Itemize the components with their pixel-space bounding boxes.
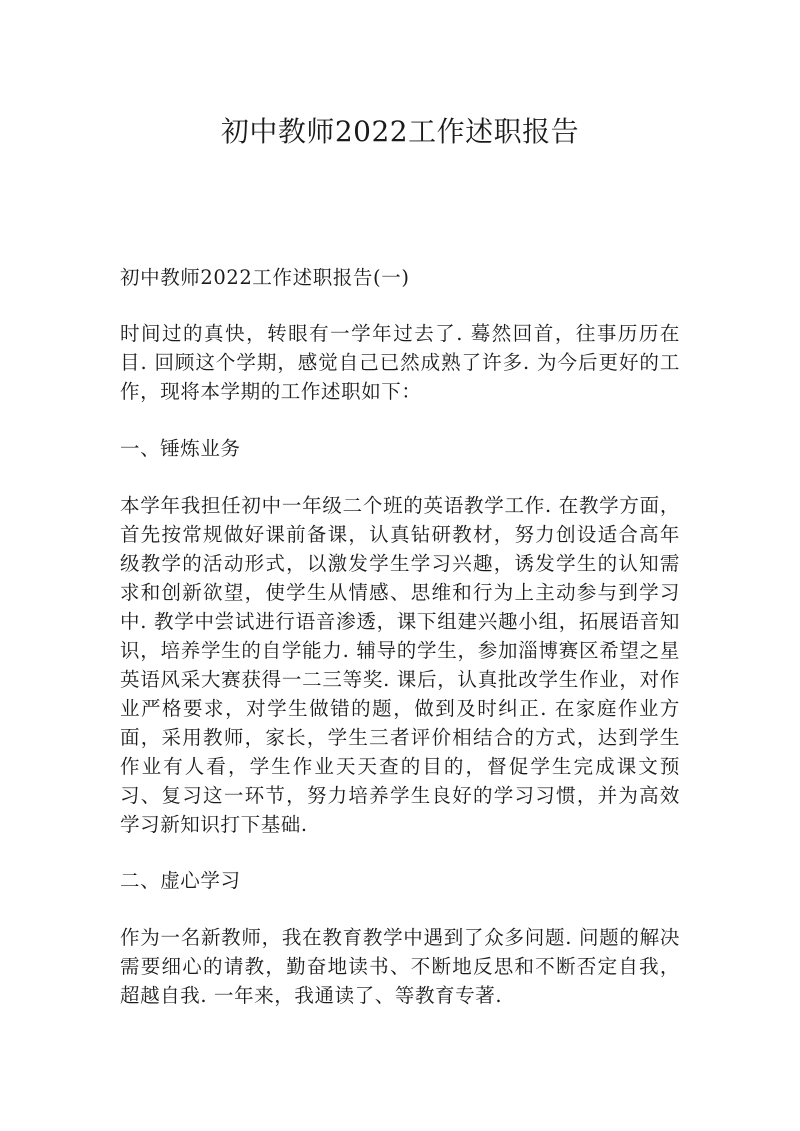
intro-paragraph: 时间过的真快，转眼有一学年过去了. 蓦然回首，往事历历在目. 回顾这个学期，感觉自己已然成熟了许多. 为今后更好的工作，现将本学期的工作述职如下： [120, 322, 680, 403]
section-heading-1: 一、锤炼业务 [120, 437, 241, 460]
section-heading-2: 二、虚心学习 [120, 869, 241, 892]
document-body [120, 263, 680, 1010]
report-subtitle: 初中教师2022工作述职报告(一) [120, 266, 410, 289]
document-title: 初中教师2022工作述职报告 [220, 115, 580, 148]
section-paragraph-1: 本学年我担任初中一年级二个班的英语教学工作. 在教学方面，首先按常规做好课前备课，认真钻研教材，努力创设适合高年级教学的活动形式，以激发学生学习兴趣，诱发学生的认知需求和创新欲望，使学生从情感、思维和行为上主动参与到学习中. 教学中尝试进行语音渗透，课下组建兴趣小组，拓展语音知识，培养学生的自学能力. 辅导的学生，参加淄博赛区希望之星英语风采大赛获得一二三等奖. 课后，认真批改学生作业，对作业严格要求，对学生做错的题，做到及时纠正. 在家庭作业方面，采用教师，家长，学生三者评价相结合的方式，达到学生作业有人看，学生作业天天查的目的，督促学生完成课文预习、复习这一环节，努力培养学生良好的学习习惯，并为高效学习新知识打下基础. [120, 494, 680, 836]
section-paragraph-2: 作为一名新教师，我在教育教学中遇到了众多问题. 问题的解决需要细心的请教，勤奋地读书、不断地反思和不断否定自我，超越自我. 一年来，我通读了、等教育专著. [120, 926, 680, 1007]
